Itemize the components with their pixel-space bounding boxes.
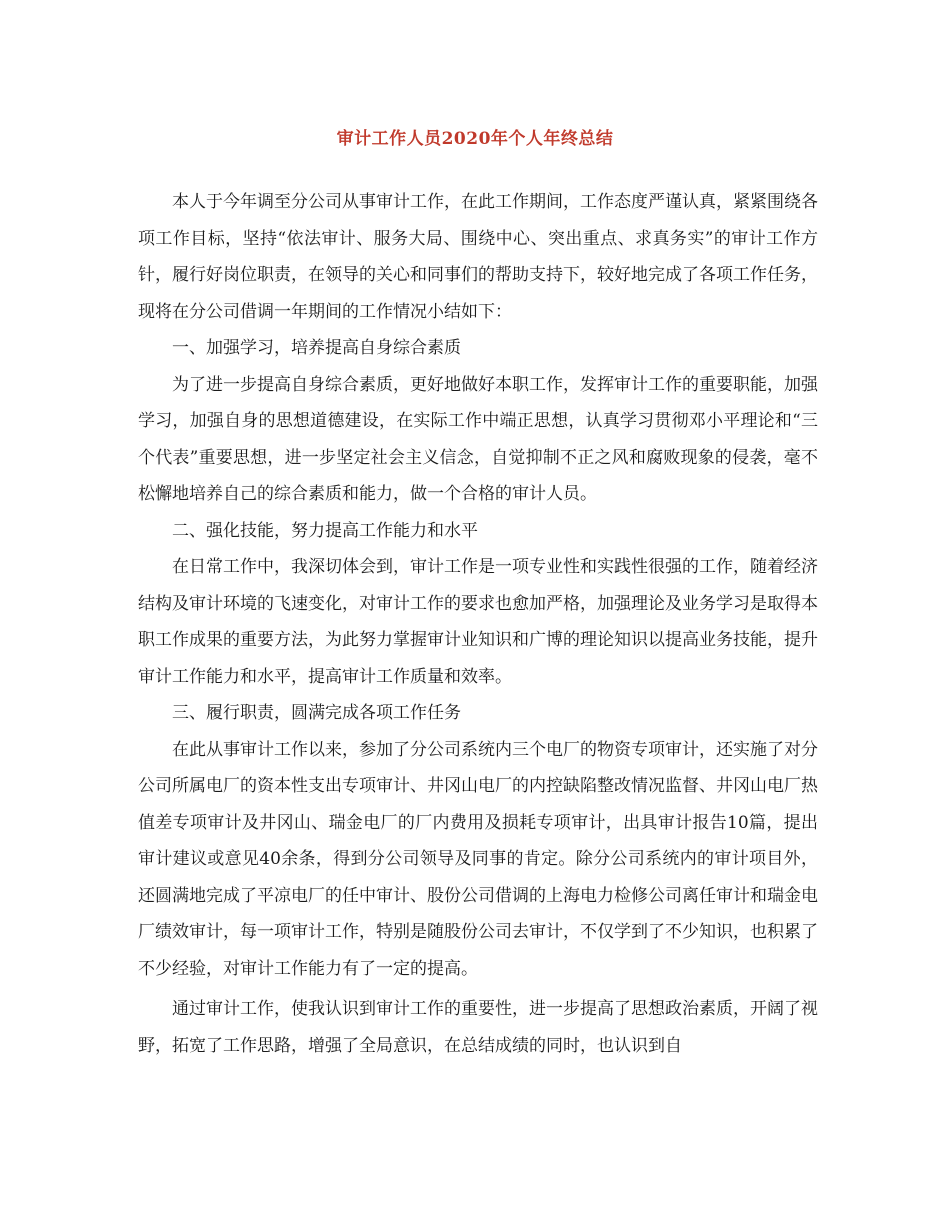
- document-title: 审计工作人员2020年个人年终总结: [336, 129, 614, 149]
- section-heading-2: 二、强化技能，努力提高工作能力和水平: [172, 520, 478, 541]
- section-heading-1: 一、加强学习，培养提高自身综合素质: [172, 338, 461, 358]
- closing-paragraph: 通过审计工作，使我认识到审计工作的重要性，进一步提高了思想政治素质，开阔了视野，拓宽了工作思路，增强了全局意识，在总结成绩的同时，也认识到自: [138, 999, 818, 1056]
- document-body: [138, 184, 818, 1064]
- section-heading-3: 三、履行职责，圆满完成各项工作任务: [172, 703, 461, 723]
- intro-paragraph: 本人于今年调至分公司从事审计工作，在此工作期间，工作态度严谨认真，紧紧围绕各项工作目标，坚持“依法审计、服务大局、围绕中心、突出重点、求真务实”的审计工作方针，履行好岗位职责，在领导的关心和同事们的帮助支持下，较好地完成了各项工作任务，现将在分公司借调一年期间的工作情况小结如下：: [138, 192, 818, 322]
- section-2-paragraph: 在日常工作中，我深切体会到，审计工作是一项专业性和实践性很强的工作，随着经济结构及审计环境的飞速变化，对审计工作的要求也愈加严格，加强理论及业务学习是取得本职工作成果的重要方法，为此努力掌握审计业知识和广博的理论知识以提高业务技能，提升审计工作能力和水平，提高审计工作质量和效率。: [138, 557, 818, 687]
- section-1-paragraph: 为了进一步提高自身综合素质，更好地做好本职工作，发挥审计工作的重要职能，加强学习，加强自身的思想道德建设，在实际工作中端正思想，认真学习贯彻邓小平理论和“三个代表”重要思想，进一步坚定社会主义信念，自觉抑制不正之风和腐败现象的侵袭，毫不松懈地培养自己的综合素质和能力，做一个合格的审计人员。: [138, 374, 818, 504]
- section-3-paragraph: 在此从事审计工作以来，参加了分公司系统内三个电厂的物资专项审计，还实施了对分公司所属电厂的资本性支出专项审计、井冈山电厂的内控缺陷整改情况监督、井冈山电厂热值差专项审计及井冈山、瑞金电厂的厂内费用及损耗专项审计，出具审计报告10篇，提出审计建议或意见40余条，得到分公司领导及同事的肯定。除分公司系统内的审计项目外，还圆满地完成了平凉电厂的任中审计、股份公司借调的上海电力检修公司离任审计和瑞金电厂绩效审计，每一项审计工作，特别是随股份公司去审计，不仅学到了不少知识，也积累了不少经验，对审计工作能力有了一定的提高。: [138, 739, 818, 979]
